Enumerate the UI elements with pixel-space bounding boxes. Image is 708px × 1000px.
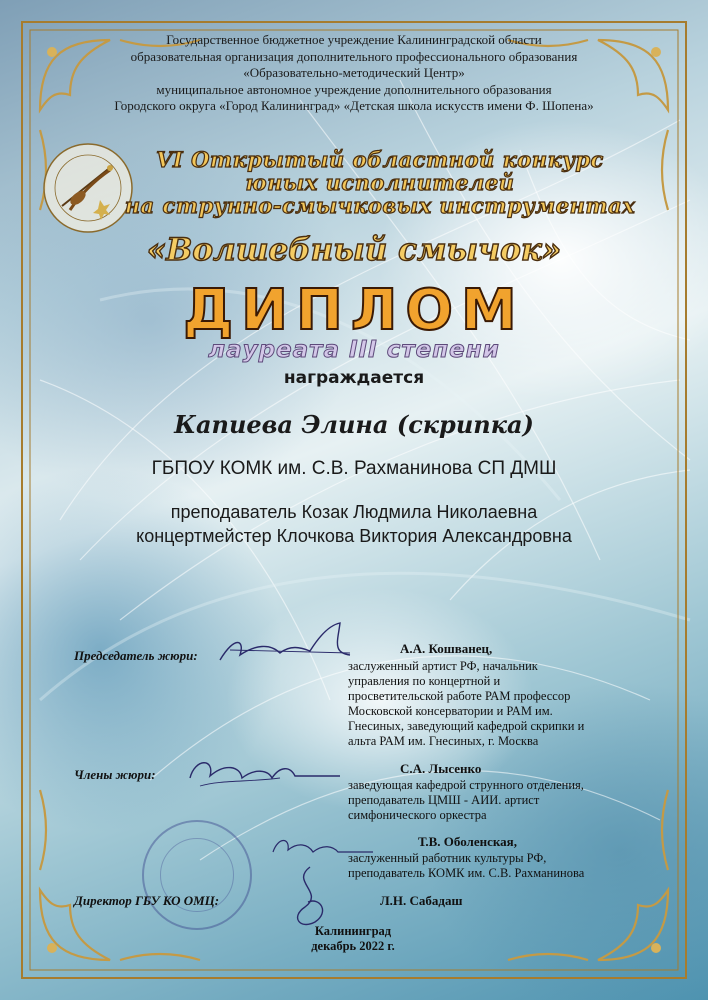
jury-desc-line: Московской консерватории и РАМ им. — [348, 704, 553, 718]
jury-desc-line: преподаватель КОМК им. С.В. Рахманинова — [348, 866, 585, 880]
jury-chair-label: Председатель жюри: — [74, 648, 198, 663]
jury-desc-line: управления по концертной и — [348, 674, 501, 688]
jury-desc-line: альта РАМ им. Гнесиных, г. Москва — [348, 734, 539, 748]
organizer-line: «Образовательно-методический Центр» — [243, 65, 465, 80]
teacher-line: преподаватель Козак Людмила Николаевна — [170, 502, 538, 522]
contest-title-line: юных исполнителей — [245, 170, 515, 195]
jury-desc-line: заслуженный работник культуры РФ, — [348, 851, 547, 865]
teachers-block — [0, 500, 708, 548]
jury-member-description — [348, 778, 648, 823]
city: Калининград — [314, 924, 392, 938]
jury-desc-line: Гнесиных, заведующий кафедрой скрипки и — [348, 719, 585, 733]
diploma-degree: лауреата III степени — [208, 337, 500, 363]
organizer-line: Городского округа «Город Калининград» «Детская школа искусств имени Ф. Шопена» — [114, 98, 594, 113]
accompanist-line: концертмейстер Клочкова Виктория Александровна — [136, 526, 572, 546]
contest-name: «Волшебный смычок» — [146, 232, 562, 268]
awarded-text: награждается — [283, 368, 425, 388]
jury-desc-line: просветительской работе РАМ профессор — [348, 689, 571, 703]
winner-name: Капиева Элина (скрипка) — [174, 410, 534, 439]
place-date — [258, 924, 448, 954]
contest-title-line: на струнно-смычковых инструментах — [124, 193, 636, 218]
signature-member — [180, 748, 350, 798]
jury-desc-line: заслуженный артист РФ, начальник — [348, 659, 538, 673]
organizers-block — [0, 32, 708, 115]
jury-desc-line: преподаватель ЦМШ - АИИ. артист — [348, 793, 540, 807]
organizer-line: Государственное бюджетное учреждение Калининградской области — [166, 32, 542, 47]
jury-desc-line: заведующая кафедрой струнного отделения, — [348, 778, 584, 792]
winner-school: ГБПОУ КОМК им. С.В. Рахманинова СП ДМШ — [151, 458, 557, 479]
jury-member2-name: Т.В. Оболенская, — [418, 834, 517, 849]
jury-member2-description — [348, 851, 648, 881]
director-label: Директор ГБУ КО ОМЦ: — [74, 893, 220, 908]
organizer-line: образовательная организация дополнительного профессионального образования — [130, 48, 578, 64]
director-name: Л.Н. Сабадаш — [380, 893, 463, 908]
contest-title — [110, 148, 650, 217]
jury-chair-name: А.А. Кошванец, — [400, 641, 493, 656]
diploma-heading: ДИПЛОМ — [183, 278, 525, 343]
jury-member-name: С.А. Лысенко — [400, 761, 482, 776]
contest-title-line: VI Открытый областной конкурс — [156, 147, 604, 172]
jury-members-label: Члены жюри: — [74, 767, 156, 782]
organizer-line: муниципальное автономное учреждение дополнительного образования — [156, 81, 552, 97]
date: декабрь 2022 г. — [311, 939, 395, 953]
jury-chair-description — [348, 659, 648, 749]
signature-chair — [210, 615, 360, 675]
jury-desc-line: симфонического оркестра — [348, 808, 487, 822]
